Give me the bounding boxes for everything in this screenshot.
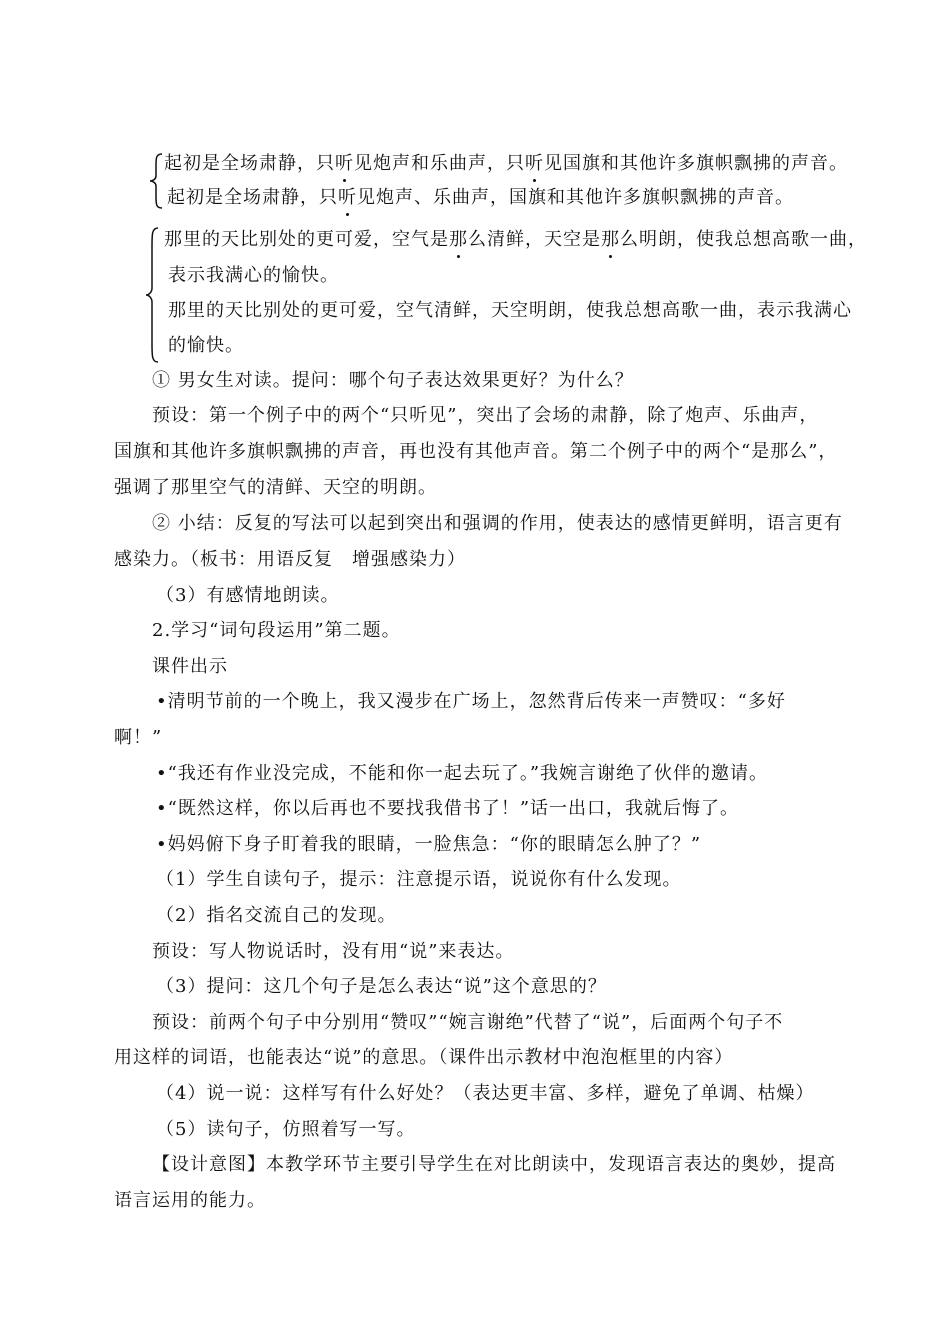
example-1-sentence-2: [167, 186, 794, 210]
paragraph-line: （3）提问：这几个句子是怎么表达“说”这个意思的？: [156, 976, 607, 997]
paragraph-line: ② 小结：反复的写法可以起到突出和强调的作用，使表达的感情更鲜明，语言更有: [152, 513, 843, 534]
design-intent-continued: 语言运用的能力。: [114, 1190, 266, 1211]
brace-example-2: [144, 226, 160, 364]
example-1-line-2-b: 炮声、乐曲声，国旗和其他许多旗帜飘拂的声音。: [376, 187, 794, 208]
bullet-line: •“我还有作业没完成，不能和你一起去玩了。”我婉言谢绝了伙伴的邀请。: [156, 763, 769, 784]
paragraph-line: （5）读句子，仿照着写一写。: [156, 1119, 416, 1140]
example-2-line-2: 表示我满心的愉快。: [168, 265, 339, 286]
design-intent: 【设计意图】本教学环节主要引导学生在对比朗读中，发现语言表达的奥妙，提高: [152, 1154, 836, 1175]
emphasis-zhitingjian-2: 只听见: [506, 153, 563, 174]
section-heading: 2.学习“词句段运用”第二题。: [152, 620, 401, 641]
example-2-sentence-1: [164, 228, 867, 252]
bullet-line: •“既然这样，你以后再也不要找我借书了！”话一出口，我就后悔了。: [156, 798, 740, 819]
paragraph-line: （2）指名交流自己的发现。: [156, 905, 397, 926]
bullet-line: •清明节前的一个晚上，我又漫步在广场上，忽然背后传来一声赞叹：“多好: [156, 691, 786, 712]
example-2-line-1-b: 清鲜，天空: [487, 229, 582, 250]
paragraph-line: 预设：前两个句子中分别用“赞叹”“婉言谢绝”代替了“说”，后面两个句子不: [152, 1012, 784, 1033]
paragraph-line: （3）有感情地朗读。: [156, 585, 340, 606]
emphasis-shinamo-2: 是那么: [582, 229, 639, 250]
paragraph-line: 课件出示: [152, 656, 228, 677]
paragraph-line: 强调了那里空气的清鲜、天空的明朗。: [114, 477, 437, 498]
paragraph-line: 预设：第一个例子中的两个“只听见”，突出了会场的肃静，除了炮声、乐曲声，: [152, 405, 819, 426]
example-1-line-1-c: 国旗和其他许多旗帜飘拂的声音。: [563, 153, 848, 174]
bullet-line: •妈妈俯下身子盯着我的眼睛，一脸焦急：“你的眼睛怎么肿了？”: [156, 834, 702, 855]
paragraph-line: 预设：写人物说话时，没有用“说”来表达。: [152, 941, 515, 962]
emphasis-zhitingjian-3: 只听见: [319, 187, 376, 208]
example-2-line-1-c: 明朗，使我总想高歌一曲，: [639, 229, 867, 250]
emphasis-shinamo-1: 是那么: [430, 229, 487, 250]
example-1-line-1-a: 起初是全场肃静，: [164, 153, 316, 174]
example-2-line-1-a: 那里的天比别处的更可爱，空气: [164, 229, 430, 250]
emphasis-zhitingjian-1: 只听见: [316, 153, 373, 174]
bullet-line-continued: 啊！”: [114, 727, 163, 748]
paragraph-line: 感染力。（板书：用语反复 增强感染力）: [114, 549, 466, 570]
example-1-line-2-a: 起初是全场肃静，: [167, 187, 319, 208]
example-1-line-1-b: 炮声和乐曲声，: [373, 153, 506, 174]
example-2-sentence-2: 那里的天比别处的更可爱，空气清鲜，天空明朗，使我总想高歌一曲，表示我满心: [168, 300, 852, 321]
paragraph-line: 国旗和其他许多旗帜飘拂的声音，再也没有其他声音。第二个例子中的两个“是那么”，: [114, 441, 838, 462]
paragraph-line: （4）说一说：这样写有什么好处？（表达更丰富、多样，避免了单调、枯燥）: [156, 1083, 815, 1104]
brace-example-1: [148, 152, 164, 210]
paragraph-line: 用这样的词语，也能表达“说”的意思。（课件出示教材中泡泡框里的内容）: [114, 1047, 734, 1068]
paragraph-line: ① 男女生对读。提问：哪个句子表达效果更好？为什么？: [152, 370, 634, 391]
example-1-sentence-1: [164, 152, 848, 176]
paragraph-line: （1）学生自读句子，提示：注意提示语，说说你有什么发现。: [156, 869, 682, 890]
example-2-line-4: 的愉快。: [168, 335, 244, 356]
